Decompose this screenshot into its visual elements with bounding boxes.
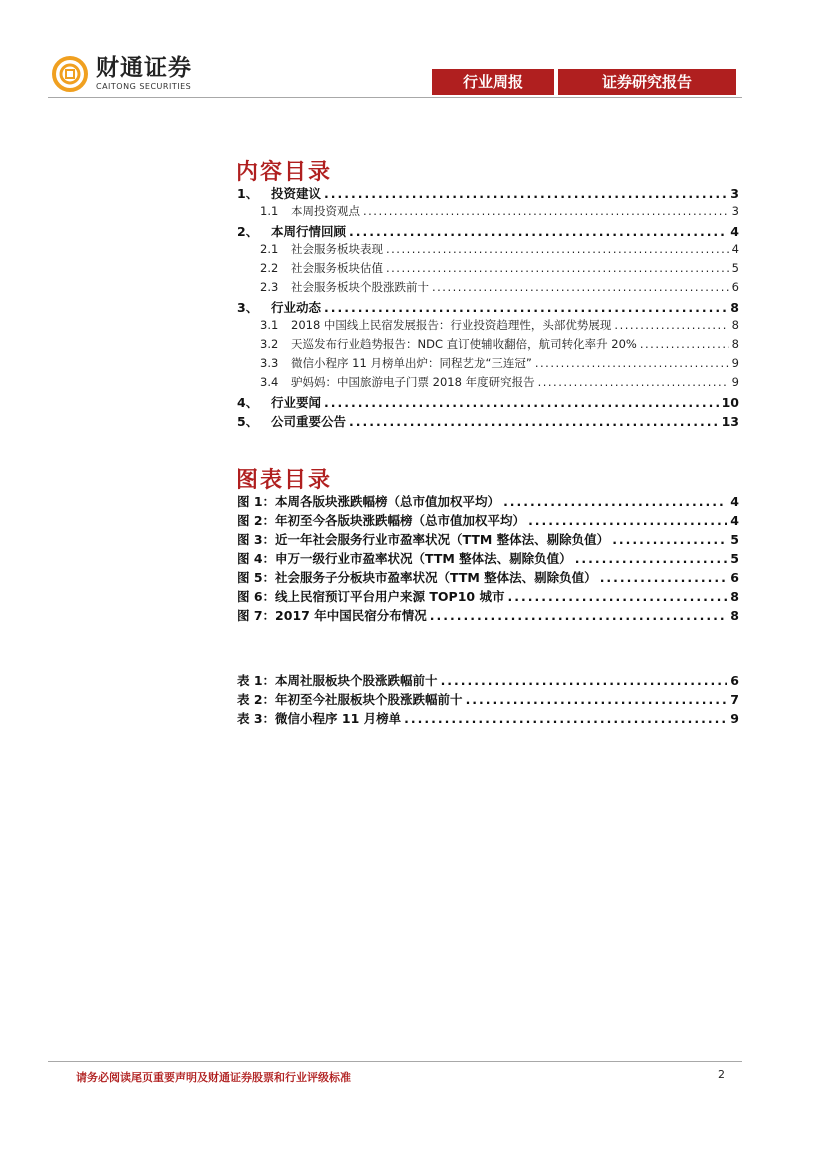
leader-dots (441, 673, 728, 688)
figure-entry-title: 图 4：申万一级行业市盈率状况（TTM 整体法、剔除负值） (237, 551, 572, 566)
toc-entry-title: 社会服务板块个股涨跌前十 (291, 280, 429, 294)
toc-entry-title: 行业动态 (271, 300, 322, 315)
caitong-logo-icon (52, 56, 88, 92)
figure-entry-page: 6 (730, 570, 739, 585)
header-tabs (432, 69, 736, 95)
toc-entry-number: 3.1 (260, 318, 279, 332)
leader-dots (507, 589, 727, 604)
leader-dots (430, 608, 728, 623)
contents-title: 内容目录 (236, 160, 333, 185)
figure-entry[interactable] (237, 530, 739, 549)
table-entry-title: 表 2：年初至今社服板块个股涨跌幅前十 (237, 692, 463, 707)
figure-entry[interactable] (237, 492, 739, 511)
leader-dots (432, 280, 729, 294)
toc-entry-number: 3、 (237, 300, 259, 315)
toc-entry-number: 3.4 (260, 375, 279, 389)
toc-entry-page: 4 (730, 224, 739, 239)
figure-entry-page: 8 (730, 589, 739, 604)
toc-entry-title: 公司重要公告 (271, 414, 347, 429)
toc-subentry[interactable] (237, 279, 739, 298)
toc-entry-page: 8 (731, 337, 739, 351)
logo-english-name: CAITONG SECURITIES (96, 82, 192, 91)
report-type-tab: 行业周报 (432, 69, 554, 95)
toc-entry-number: 5、 (237, 414, 259, 429)
toc-entry-number: 2.3 (260, 280, 279, 294)
header-divider (48, 97, 742, 98)
toc-entry-title: 投资建议 (271, 186, 322, 201)
toc-entry-number: 2.1 (260, 242, 279, 256)
toc-entry-title: 驴妈妈：中国旅游电子门票 2018 年度研究报告 (291, 375, 535, 389)
logo-chinese-name: 财通证券 (96, 55, 192, 81)
figure-entry[interactable] (237, 587, 739, 606)
toc-entry[interactable] (237, 184, 739, 203)
toc-entry-page: 10 (721, 395, 739, 410)
leader-dots (349, 224, 727, 239)
table-entry[interactable] (237, 671, 739, 690)
figure-entry-title: 图 5：社会服务子分板块市盈率状况（TTM 整体法、剔除负值） (237, 570, 597, 585)
figure-entry-title: 图 1：本周各版块涨跌幅榜（总市值加权平均） (237, 494, 501, 509)
figure-entry-title: 图 2：年初至今各版块涨跌幅榜（总市值加权平均） (237, 513, 526, 528)
toc-entry-page: 13 (721, 414, 739, 429)
toc-entry[interactable] (237, 298, 739, 317)
figure-entry-page: 5 (730, 532, 739, 547)
toc-entry-number: 2、 (237, 224, 259, 239)
toc-subentry[interactable] (237, 374, 739, 393)
toc-subentry[interactable] (237, 203, 739, 222)
figure-entry-title: 图 3：近一年社会服务行业市盈率状况（TTM 整体法、剔除负值） (237, 532, 610, 547)
leader-dots (614, 318, 728, 332)
toc-entry-title: 本周行情回顾 (271, 224, 347, 239)
figure-entry-page: 4 (730, 494, 739, 509)
toc-entry-page: 5 (731, 261, 739, 275)
toc-entry-title: 2018 中国线上民宿发展报告：行业投资趋理性，头部优势展现 (291, 318, 612, 332)
leader-dots (324, 395, 719, 410)
toc-subentry[interactable] (237, 317, 739, 336)
disclaimer-note: 请务必阅读尾页重要声明及财通证券股票和行业评级标准 (76, 1071, 351, 1084)
toc-entry-page: 3 (731, 204, 739, 218)
toc-entry[interactable] (237, 222, 739, 241)
report-category-tab: 证券研究报告 (558, 69, 736, 95)
table-entry-title: 表 1：本周社服板块个股涨跌幅前十 (237, 673, 438, 688)
leader-dots (349, 414, 719, 429)
table-entry-title: 表 3：微信小程序 11 月榜单 (237, 711, 402, 726)
toc-entry-title: 本周投资观点 (291, 204, 360, 218)
leader-dots (538, 375, 729, 389)
toc-entry-title: 天巡发布行业趋势报告：NDC 直订使辅收翻倍，航司转化率升 20% (291, 337, 637, 351)
toc-entry[interactable] (237, 412, 739, 431)
figure-entry-page: 8 (730, 608, 739, 623)
toc-entry-title: 行业要闻 (271, 395, 322, 410)
toc-entry-title: 社会服务板块表现 (291, 242, 383, 256)
leader-dots (612, 532, 727, 547)
toc-entry-page: 8 (730, 300, 739, 315)
leader-dots (324, 186, 727, 201)
toc-subentry[interactable] (237, 241, 739, 260)
toc-entry-page: 9 (731, 375, 739, 389)
toc-entry[interactable] (237, 393, 739, 412)
leader-dots (404, 711, 727, 726)
table-entry[interactable] (237, 709, 739, 728)
toc-entry-title: 微信小程序 11 月榜单出炉：同程艺龙“三连冠” (291, 356, 532, 370)
figure-entry[interactable] (237, 511, 739, 530)
toc-entry-number: 3.3 (260, 356, 279, 370)
table-entry-page: 6 (730, 673, 739, 688)
toc-subentry[interactable] (237, 336, 739, 355)
toc-entry-number: 4、 (237, 395, 259, 410)
toc-entry-page: 6 (731, 280, 739, 294)
leader-dots (528, 513, 727, 528)
leader-dots (386, 242, 729, 256)
toc-subentry[interactable] (237, 355, 739, 374)
leader-dots (363, 204, 729, 218)
company-logo (52, 55, 192, 93)
leader-dots (600, 570, 728, 585)
toc-entry-page: 3 (730, 186, 739, 201)
figure-entry-page: 4 (730, 513, 739, 528)
leader-dots (386, 261, 729, 275)
table-entry-page: 7 (730, 692, 739, 707)
footer-divider (48, 1061, 742, 1062)
toc-entry-page: 4 (731, 242, 739, 256)
leader-dots (640, 337, 729, 351)
toc-subentry[interactable] (237, 260, 739, 279)
leader-dots (466, 692, 728, 707)
toc-entry-number: 3.2 (260, 337, 279, 351)
figures-title: 图表目录 (236, 468, 333, 493)
toc-entry-number: 1.1 (260, 204, 279, 218)
toc-entry-number: 2.2 (260, 261, 279, 275)
table-entry-page: 9 (730, 711, 739, 726)
leader-dots (503, 494, 727, 509)
figure-entry[interactable] (237, 549, 739, 568)
figure-entry[interactable] (237, 606, 739, 625)
page-number: 2 (718, 1068, 725, 1081)
leader-dots (535, 356, 729, 370)
toc-entry-page: 8 (731, 318, 739, 332)
table-entry[interactable] (237, 690, 739, 709)
figure-entry-page: 5 (730, 551, 739, 566)
leader-dots (575, 551, 728, 566)
figure-entry-title: 图 7：2017 年中国民宿分布情况 (237, 608, 427, 623)
toc-entry-page: 9 (731, 356, 739, 370)
toc-entry-number: 1、 (237, 186, 259, 201)
figure-entry-title: 图 6：线上民宿预订平台用户来源 TOP10 城市 (237, 589, 505, 604)
figure-entry[interactable] (237, 568, 739, 587)
toc-entry-title: 社会服务板块估值 (291, 261, 383, 275)
leader-dots (324, 300, 727, 315)
